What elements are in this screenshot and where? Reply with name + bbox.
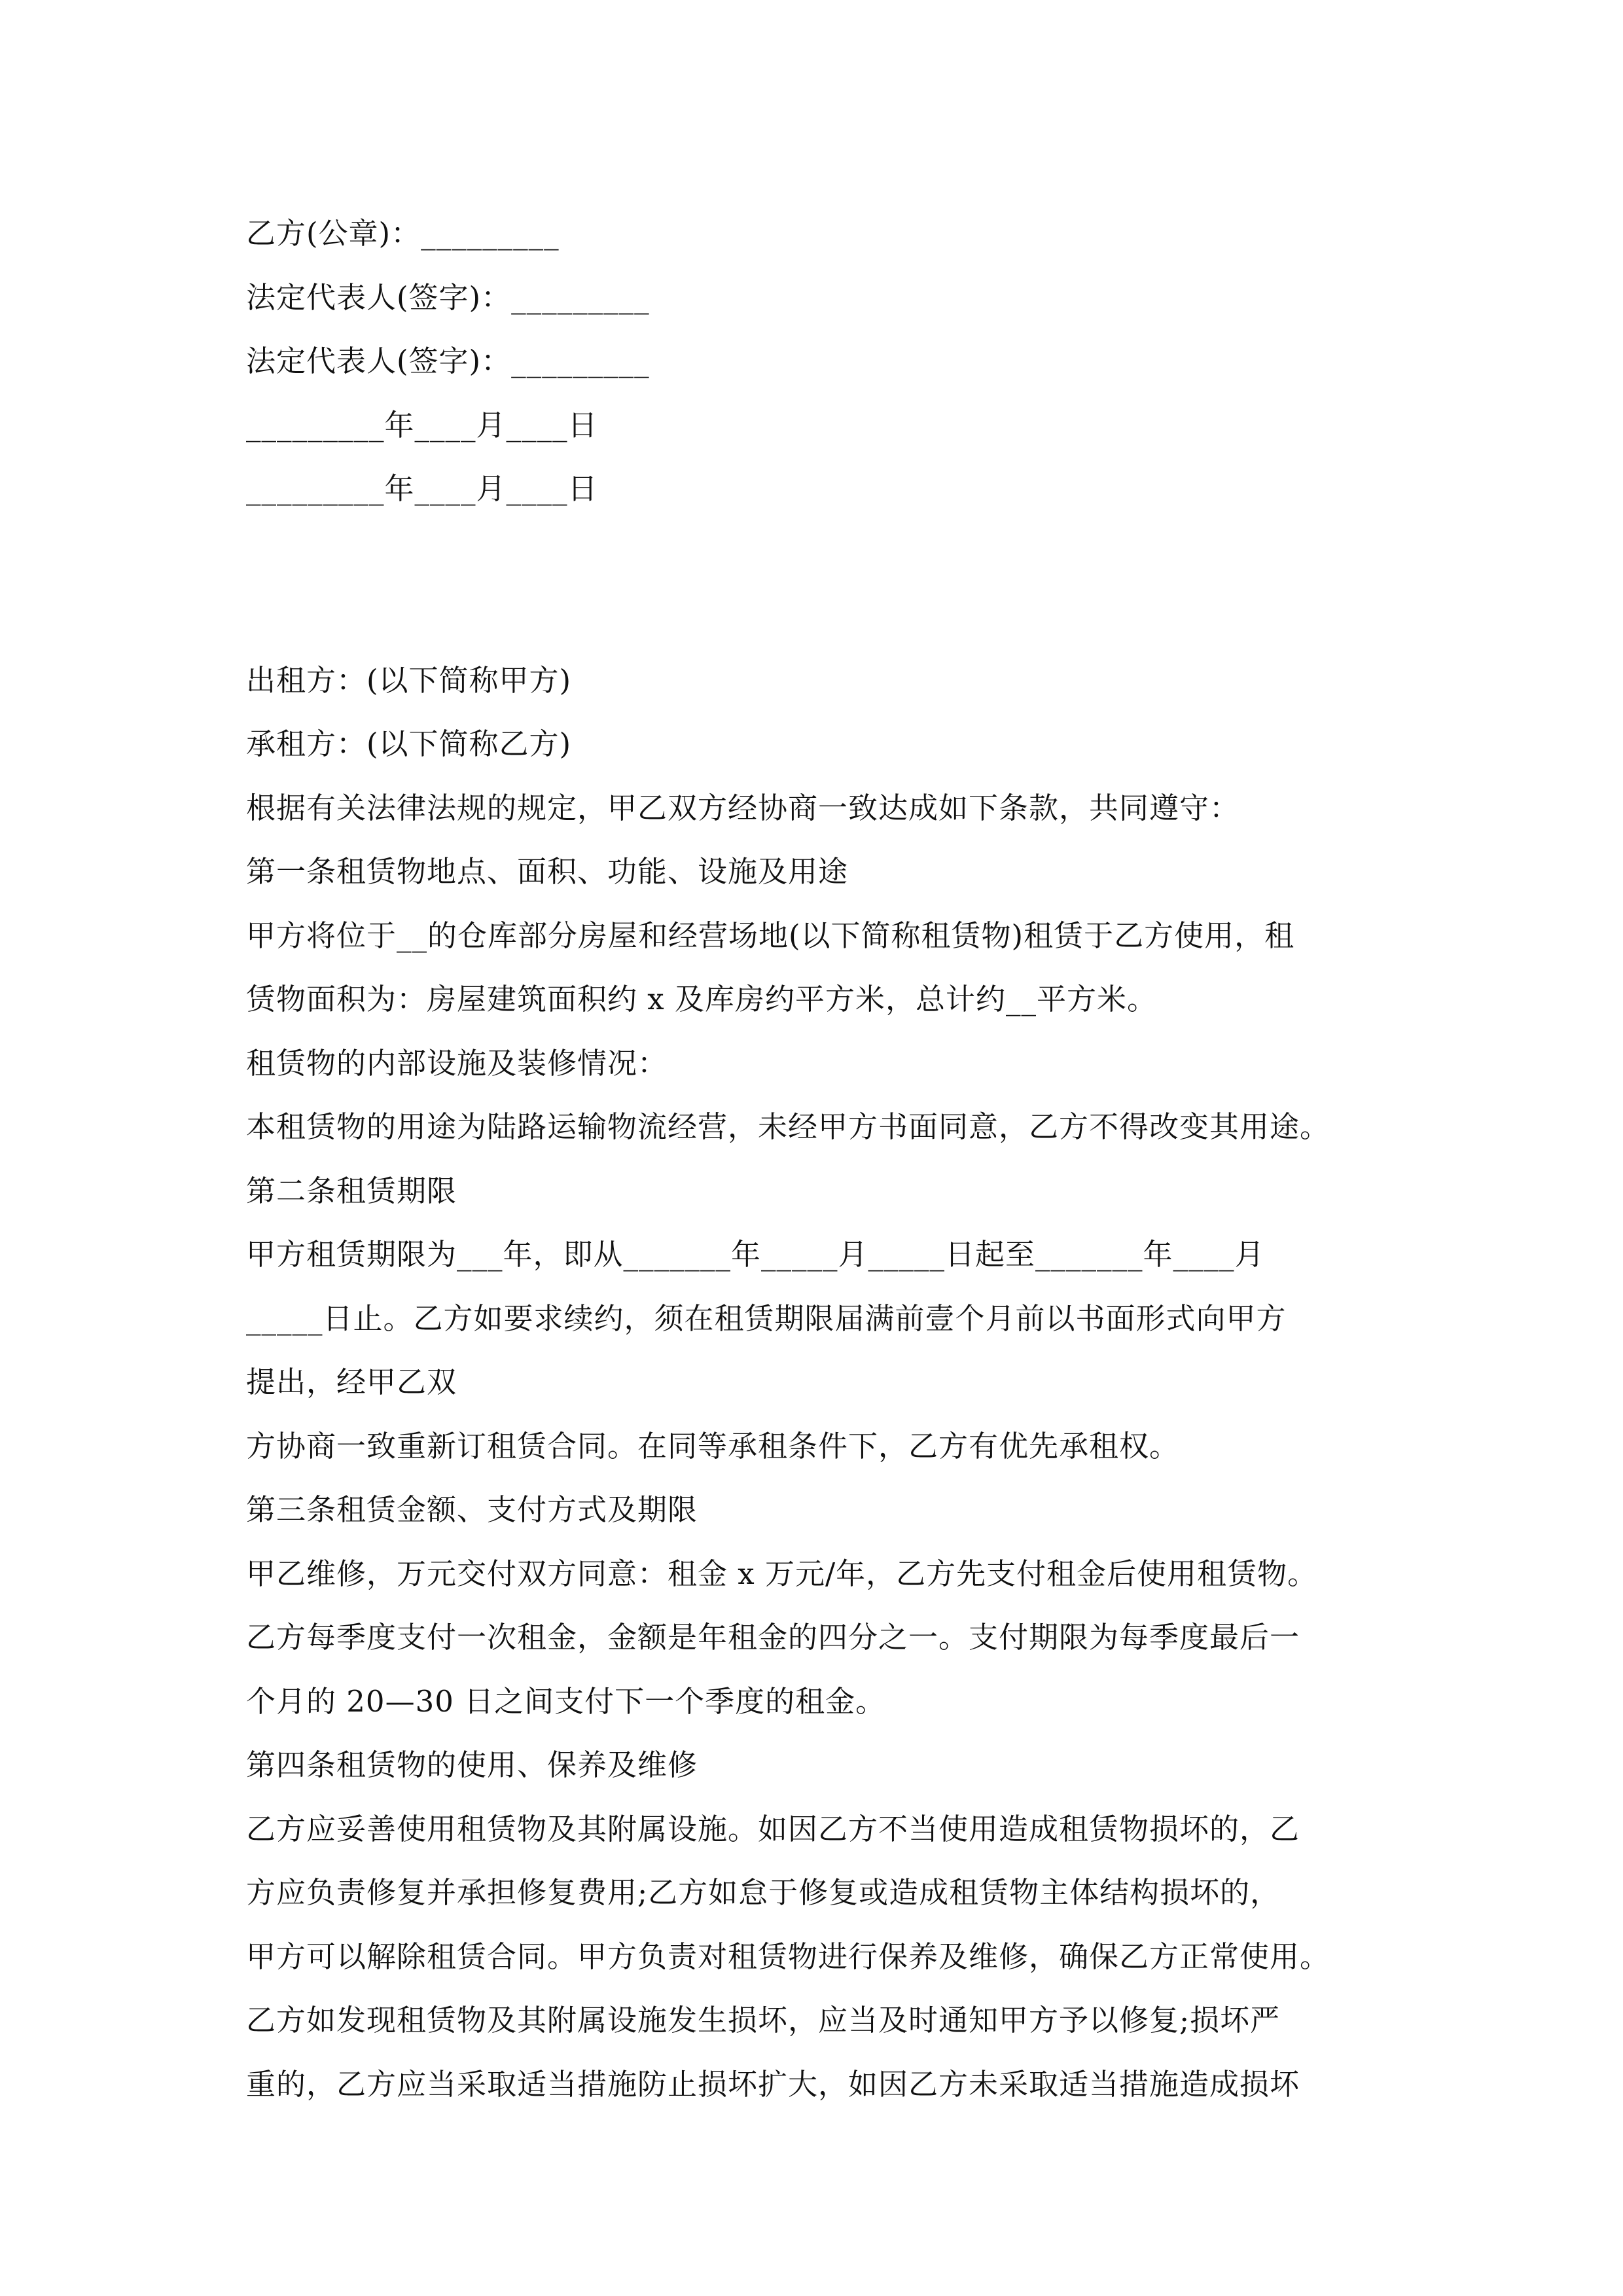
body-line: 方协商一致重新订租赁合同。在同等承租条件下，乙方有优先承租权。 [246,1428,1180,1463]
contract-body [246,649,1440,2117]
body-line: 本租赁物的用途为陆路运输物流经营，未经甲方书面同意，乙方不得改变其用途。 [246,1109,1330,1144]
body-line: _____日止。乙方如要求续约，须在租赁期限届满前壹个月前以书面形式向甲方 [246,1300,1287,1336]
article-3-heading: 第三条租赁金额、支付方式及期限 [246,1492,698,1527]
article-4-heading: 第四条租赁物的使用、保养及维修 [246,1748,698,1782]
signature-block [246,0,1440,521]
body-line: 甲方租赁期限为___年，即从_______年_____月_____日起至_______年____月 [246,1237,1265,1272]
body-line: 乙方应妥善使用租赁物及其附属设施。如因乙方不当使用造成租赁物损坏的，乙 [246,1811,1300,1846]
legal-rep-signature-line: 法定代表人(签字)：_________ [246,344,650,378]
body-line: 赁物面积为：房屋建筑面积约 x 及库房约平方米，总计约__平方米。 [246,982,1157,1016]
lessor-line: 出租方：(以下简称甲方) [246,662,572,698]
date-line: _________年____月____日 [246,471,598,506]
legal-rep-signature-line: 法定代表人(签字)：_________ [246,279,650,315]
body-line: 乙方每季度支付一次租金，金额是年租金的四分之一。支付期限为每季度最后一 [246,1620,1300,1655]
body-line: 重的，乙方应当采取适当措施防止损坏扩大，如因乙方未采取适当措施造成损坏 [246,2066,1300,2102]
lessee-line: 承租方：(以下简称乙方) [246,726,572,761]
body-line: 提出，经甲乙双 [246,1365,457,1399]
date-line: _________年____月____日 [246,407,598,442]
body-line: 个月的 20—30 日之间支付下一个季度的租金。 [246,1683,886,1719]
article-2-heading: 第二条租赁期限 [246,1173,457,1208]
body-line: 甲方将位于__的仓库部分房屋和经营场地(以下简称租赁物)租赁于乙方使用，租 [246,918,1295,953]
party-b-seal-line: 乙方(公章)：_________ [246,216,560,251]
section-gap [246,521,1440,649]
preamble-line: 根据有关法律法规的规定，甲乙双方经协商一致达成如下条款，共同遵守： [246,790,1240,825]
body-line: 甲方可以解除租赁合同。甲方负责对租赁物进行保养及维修，确保乙方正常使用。 [246,1939,1330,1974]
article-1-heading: 第一条租赁物地点、面积、功能、设施及用途 [246,854,849,889]
body-line: 乙方如发现租赁物及其附属设施发生损坏，应当及时通知甲方予以修复;损坏严 [246,2003,1281,2037]
body-line: 方应负责修复并承担修复费用;乙方如怠于修复或造成租赁物主体结构损坏的， [246,1875,1281,1910]
body-line: 甲乙维修，万元交付双方同意：租金 x 万元/年，乙方先支付租金后使用租赁物。 [246,1556,1318,1591]
body-line: 租赁物的内部设施及装修情况： [246,1045,668,1081]
